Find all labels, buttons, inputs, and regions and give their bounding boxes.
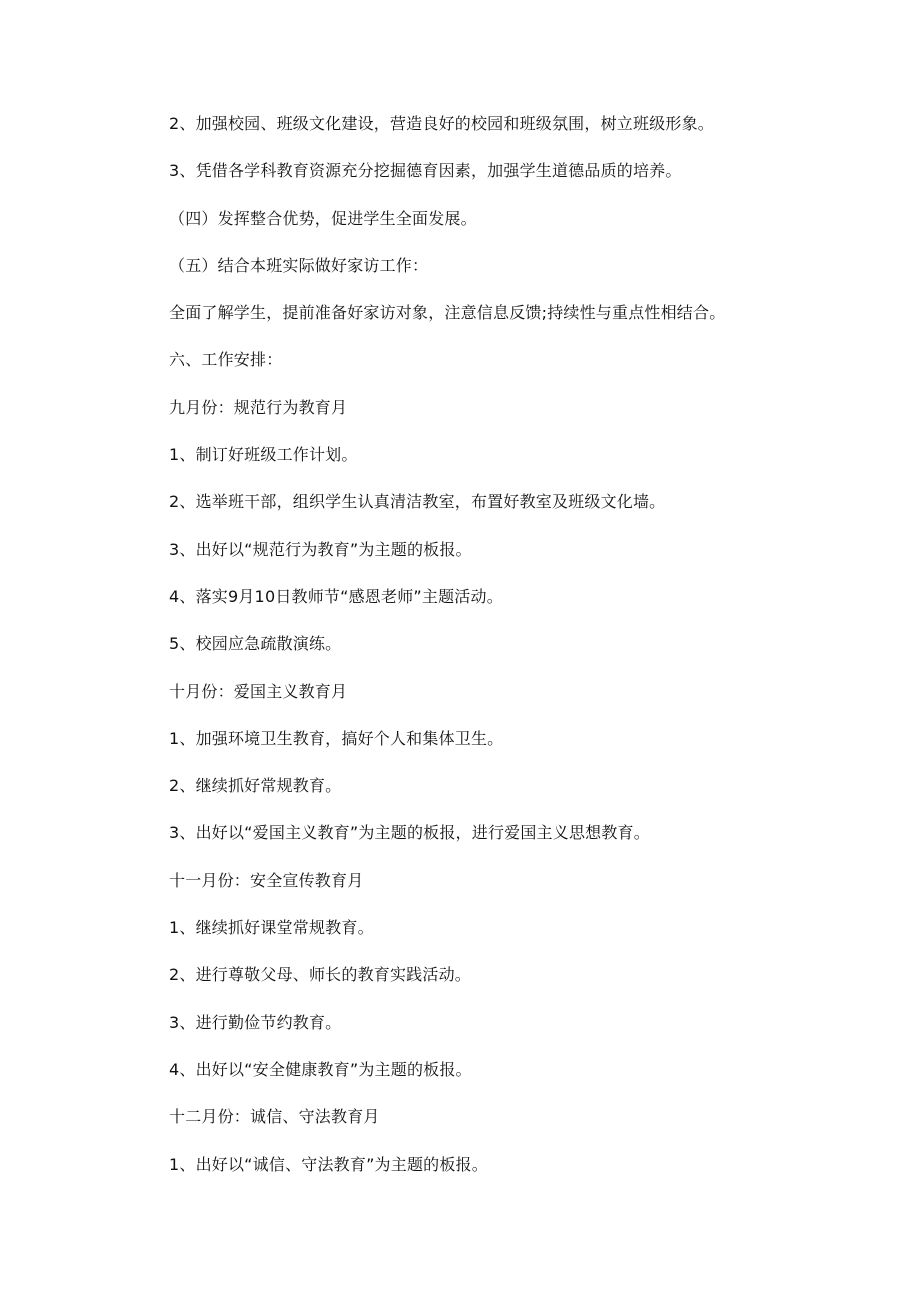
paragraph: 1、加强环境卫生教育，搞好个人和集体卫生。	[169, 728, 504, 748]
section-heading: （五）结合本班实际做好家访工作：	[169, 255, 429, 275]
paragraph: 2、选举班干部，组织学生认真清洁教室，布置好教室及班级文化墙。	[169, 492, 666, 512]
paragraph: 2、进行尊敬父母、师长的教育实践活动。	[169, 965, 471, 985]
paragraph: 3、出好以“爱国主义教育”为主题的板报，进行爱国主义思想教育。	[169, 823, 650, 843]
paragraph: 3、出好以“规范行为教育”为主题的板报。	[169, 539, 472, 559]
paragraph: 2、加强校园、班级文化建设，营造良好的校园和班级氛围，树立班级形象。	[169, 114, 714, 133]
section-heading: 六、工作安排：	[169, 350, 283, 370]
paragraph: 1、出好以“诚信、守法教育”为主题的板报。	[169, 1154, 488, 1174]
paragraph: 3、进行勤俭节约教育。	[169, 1012, 342, 1032]
paragraph: 全面了解学生，提前准备好家访对象，注意信息反馈;持续性与重点性相结合。	[169, 303, 726, 323]
paragraph: 4、落实9月10日教师节“感恩老师”主题活动。	[169, 586, 503, 606]
document-body	[169, 111, 869, 1199]
month-heading: 十二月份：诚信、守法教育月	[169, 1107, 380, 1127]
section-heading: （四）发挥整合优势，促进学生全面发展。	[169, 208, 477, 228]
month-heading: 九月份：规范行为教育月	[169, 397, 348, 417]
month-heading: 十月份：爱国主义教育月	[169, 681, 348, 701]
paragraph: 4、出好以“安全健康教育”为主题的板报。	[169, 1059, 472, 1079]
paragraph: 1、制订好班级工作计划。	[169, 445, 358, 465]
paragraph: 5、校园应急疏散演练。	[169, 634, 342, 654]
month-heading: 十一月份：安全宣传教育月	[169, 870, 364, 890]
paragraph: 2、继续抓好常规教育。	[169, 776, 342, 796]
paragraph: 1、继续抓好课堂常规教育。	[169, 918, 374, 938]
paragraph: 3、凭借各学科教育资源充分挖掘德育因素，加强学生道德品质的培养。	[169, 161, 682, 181]
